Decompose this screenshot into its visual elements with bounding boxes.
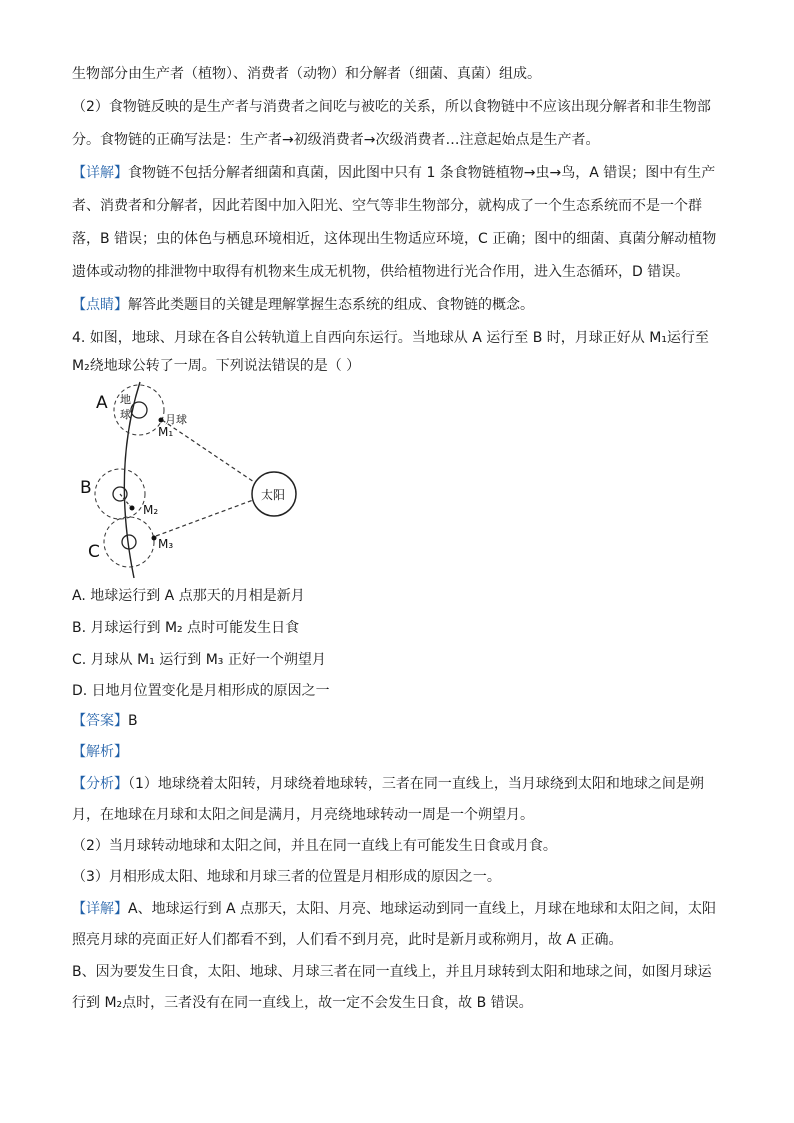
moon-m2: [130, 506, 135, 511]
text-line: （3）月相形成太阳、地球和月球三者的位置是月相形成的原因之一。: [72, 869, 501, 885]
detail-text: 食物链不包括分解者细菌和真菌，因此图中只有 1 条食物链植物→虫→鸟，A 错误；图中有生产: [128, 165, 716, 181]
answer-value: B: [128, 713, 138, 729]
moon-m1: [159, 418, 164, 423]
text-line: 生物部分由生产者（植物）、消费者（动物）和分解者（细菌、真菌）组成。: [72, 66, 541, 82]
label-sun: 太阳: [261, 488, 286, 502]
line-m3-sun: [156, 500, 253, 536]
earth-moon-sun-diagram: [72, 380, 312, 580]
text-line: 行到 M₂点时，三者没有在同一直线上，故一定不会发生日食，故 B 错误。: [72, 995, 533, 1011]
detail-line: [72, 899, 722, 919]
label-m3: M₃: [158, 537, 174, 551]
analysis-heading: 【解析】: [72, 744, 128, 760]
analysis-tag: 【分析】: [72, 776, 128, 792]
label-m1: M₁: [158, 425, 174, 439]
option-d: D. 日地月位置变化是月相形成的原因之一: [72, 683, 330, 699]
question-stem: 4. 如图，地球、月球在各自公转轨道上自西向东运行。当地球从 A 运行至 B 时，月球正好从 M₁运行至: [72, 330, 709, 346]
text-line: 分。食物链的正确写法是：生产者→初级消费者→次级消费者…注意起始点是生产者。: [72, 132, 600, 148]
answer-line: [72, 711, 722, 731]
detail-line: [72, 163, 722, 183]
detail-text: A、地球运行到 A 点那天，太阳、月亮、地球运动到同一直线上，月球在地球和太阳之间，太阳: [128, 901, 717, 917]
option-b: B. 月球运行到 M₂ 点时可能发生日食: [72, 620, 300, 636]
text-line: 照亮月球的亮面正好人们都看不到，人们看不到月亮，此时是新月或称朔月，故 A 正确。: [72, 932, 623, 948]
tip-text: 解答此类题目的关键是理解掌握生态系统的组成、食物链的概念。: [128, 297, 534, 313]
label-c: C: [88, 542, 100, 562]
label-earth-1: 地: [120, 393, 131, 406]
label-m2: M₂: [143, 503, 159, 517]
question-stem: M₂绕地球公转了一周。下列说法错误的是（ ）: [72, 358, 361, 374]
text-line: （2）食物链反映的是生产者与消费者之间吃与被吃的关系，所以食物链中不应该出现分解者和非生物部: [72, 99, 711, 115]
option-c: C. 月球从 M₁ 运行到 M₃ 正好一个朔望月: [72, 652, 326, 668]
option-a: A. 地球运行到 A 点那天的月相是新月: [72, 588, 305, 604]
analysis-text: （1）地球绕着太阳转，月球绕着地球转，三者在同一直线上，当月球绕到太阳和地球之间是朔: [128, 776, 704, 792]
detail-tag: 【详解】: [72, 165, 128, 181]
earth-a: [131, 402, 147, 418]
text-line: 月，在地球在月球和太阳之间是满月，月亮绕地球转动一周是一个朔望月。: [72, 807, 534, 823]
analysis-line: [72, 774, 722, 794]
text-line: 者、消费者和分解者，因此若图中加入阳光、空气等非生物部分，就构成了一个生态系统而不是一个群: [72, 198, 702, 214]
tip-tag: 【点睛】: [72, 297, 128, 313]
line-m1-sun: [162, 420, 254, 482]
text-line: （2）当月球转动地球和太阳之间，并且在同一直线上有可能发生日食或月食。: [72, 838, 557, 854]
tip-line: [72, 295, 722, 315]
text-line: 遗体或动物的排泄物中取得有机物来生成无机物，供给植物进行光合作用，进入生态循环，D 错误。: [72, 264, 690, 280]
label-b: B: [80, 478, 92, 498]
label-a: A: [96, 393, 108, 413]
text-line: 落，B 错误；虫的体色与栖息环境相近，这体现出生物适应环境，C 正确；图中的细菌、真菌分解动植物: [72, 231, 717, 247]
moon-m3: [152, 536, 157, 541]
answer-tag: 【答案】: [72, 713, 128, 729]
diagram-svg: [72, 380, 312, 580]
text-line: B、因为要发生日食，太阳、地球、月球三者在同一直线上，并且月球转到太阳和地球之间，如图月球运: [72, 964, 712, 980]
label-earth-2: 球: [120, 408, 131, 421]
moon-orbit-c: [104, 517, 154, 567]
label-moon: 月球: [165, 413, 187, 426]
detail-tag: 【详解】: [72, 901, 128, 917]
